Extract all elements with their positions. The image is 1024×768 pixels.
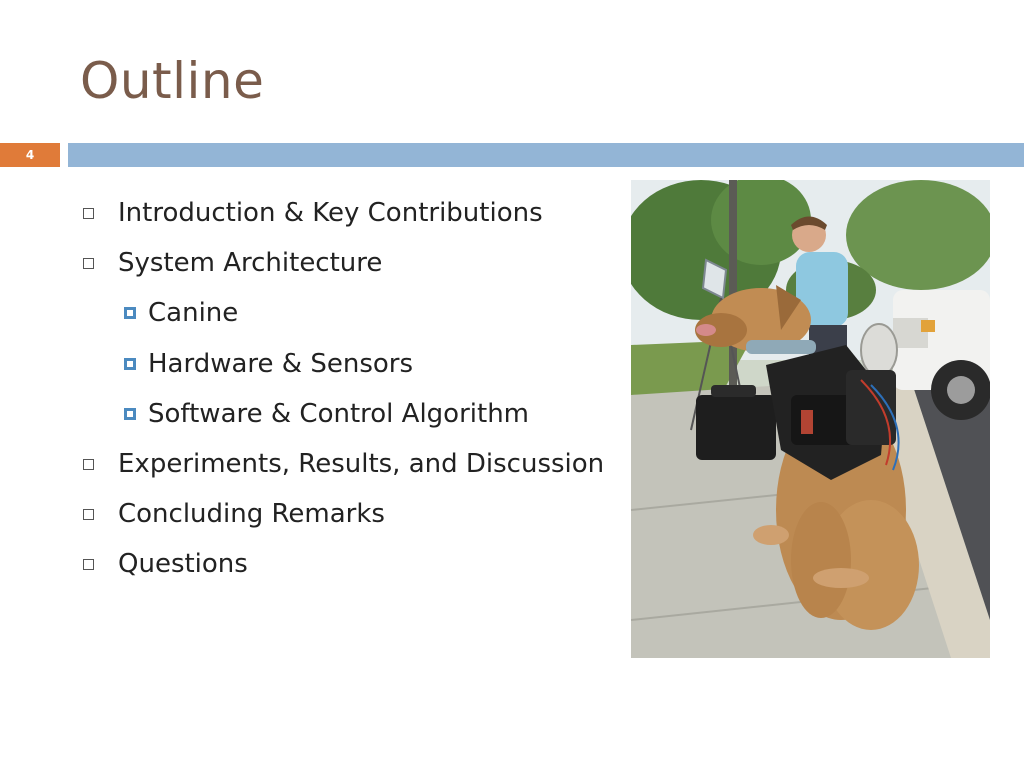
outline-subitem (80, 288, 604, 338)
outline-subitem (80, 389, 604, 439)
square-bullet-icon (124, 307, 136, 319)
hollow-square-bullet-icon (83, 459, 94, 470)
outline-subitem (80, 339, 604, 389)
outline-item-label: Questions (118, 549, 248, 580)
outline-item (80, 539, 604, 589)
square-bullet-icon (124, 358, 136, 370)
outline-item-label: Experiments, Results, and Discussion (118, 449, 605, 480)
outline-item-label: Introduction & Key Contributions (118, 198, 543, 229)
outline-subitem-label: Canine (148, 298, 239, 329)
outline-item (80, 489, 604, 539)
hollow-square-bullet-icon (83, 258, 94, 269)
outline-list (80, 188, 604, 590)
outline-item-label: System Architecture (118, 248, 383, 279)
hollow-square-bullet-icon (83, 509, 94, 520)
slide-title: Outline (80, 52, 265, 110)
hollow-square-bullet-icon (83, 208, 94, 219)
outline-item (80, 188, 604, 238)
outline-subitem-label: Hardware & Sensors (148, 348, 414, 379)
hollow-square-bullet-icon (83, 559, 94, 570)
header-rule-bar (68, 143, 1024, 167)
outline-item-label: Concluding Remarks (118, 499, 385, 530)
dog-with-sensor-harness-photo (631, 180, 990, 658)
outline-item (80, 238, 604, 288)
outline-item (80, 439, 604, 489)
slide-number: 4 (0, 143, 60, 167)
square-bullet-icon (124, 408, 136, 420)
outline-subitem-label: Software & Control Algorithm (148, 398, 529, 429)
